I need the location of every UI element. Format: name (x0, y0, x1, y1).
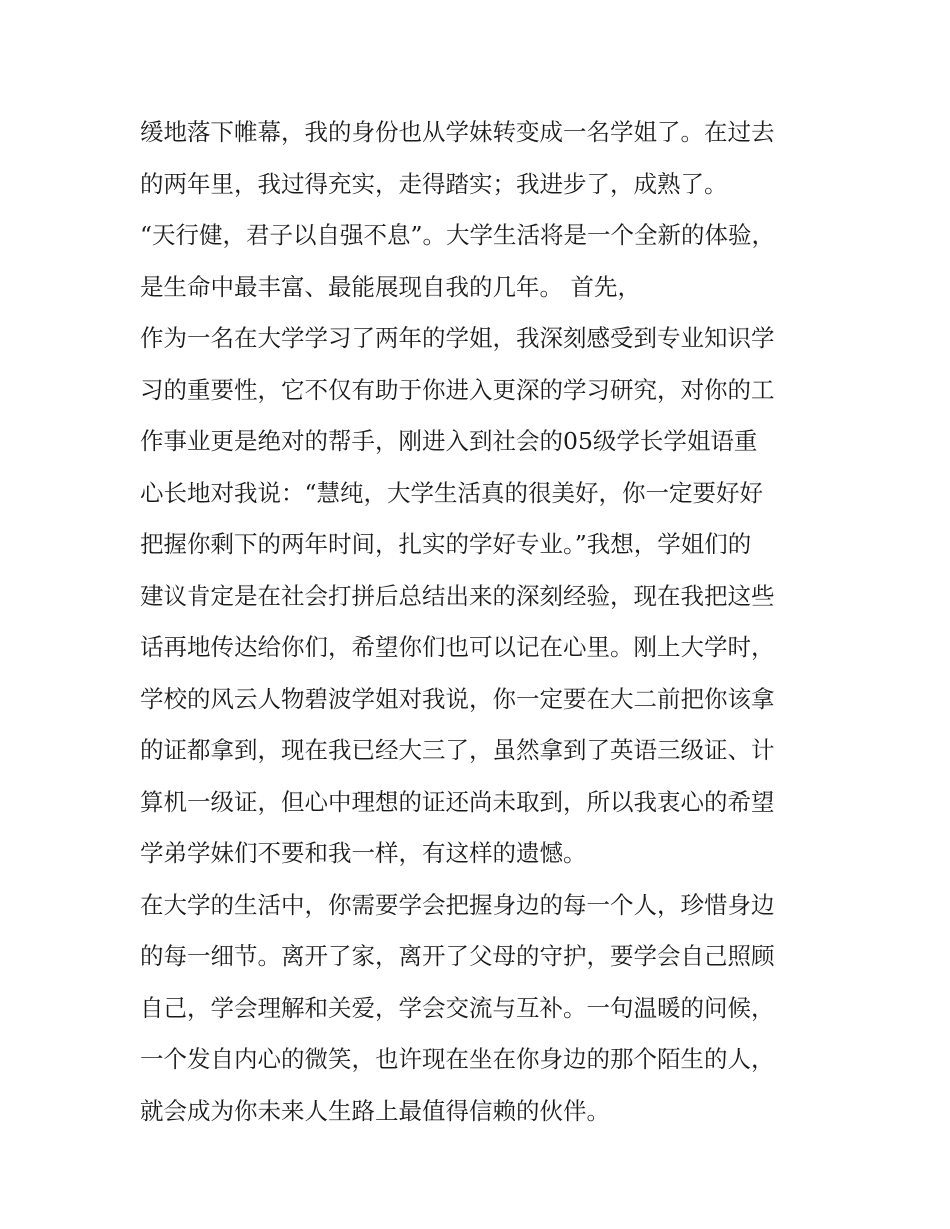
text-line: 话再地传达给你们，希望你们也可以记在心里。刚上大学时， (140, 633, 775, 661)
text-line: 是生命中最丰富、最能展现自我的几年。 首先， (140, 272, 641, 301)
text-line: 建议肯定是在社会打拼后总结出来的深刻经验，现在我把这些 (140, 581, 775, 610)
text-line: 自己，学会理解和关爱，学会交流与互补。一句温暖的问候， (140, 993, 775, 1022)
text-line: 学弟学妹们不要和我一样，有这样的遗憾。 (140, 839, 587, 867)
text-line: 缓地落下帷幕，我的身份也从学妹转变成一名学姐了。在过去 (140, 118, 775, 146)
text-line: 算机一级证，但心中理想的证还尚未取到，所以我衷心的希望 (140, 787, 775, 816)
body-text (140, 107, 820, 1137)
text-line: “天行健，君子以自强不息”。大学生活将是一个全新的体验， (140, 221, 776, 249)
text-line: 的每一细节。离开了家，离开了父母的守护，要学会自己照顾 (140, 942, 775, 970)
text-line: 一个发自内心的微笑，也许现在坐在你身边的那个陌生的人， (140, 1045, 775, 1073)
text-line: 就会成为你未来人生路上最值得信赖的伙伴。 (140, 1096, 610, 1125)
text-line: 在大学的生活中，你需要学会把握身边的每一个人，珍惜身边 (140, 890, 775, 919)
text-line: 学校的风云人物碧波学姐对我说，你一定要在大二前把你该拿 (140, 684, 775, 713)
text-line: 的证都拿到，现在我已经大三了，虽然拿到了英语三级证、计 (140, 736, 775, 764)
text-line: 把握你剩下的两年时间，扎实的学好专业。”我想，学姐们的 (140, 530, 752, 558)
text-line: 的两年里，我过得充实，走得踏实；我进步了，成熟了。 (140, 169, 728, 198)
text-line: 习的重要性，它不仅有助于你进入更深的学习研究，对你的工 (140, 375, 775, 404)
text-line: 作为一名在大学学习了两年的学姐，我深刻感受到专业知识学 (140, 324, 775, 352)
text-line: 心长地对我说：“慧纯，大学生活真的很美好，你一定要好好 (140, 478, 764, 507)
text-line: 作事业更是绝对的帮手，刚进入到社会的05级学长学姐语重 (140, 427, 758, 455)
